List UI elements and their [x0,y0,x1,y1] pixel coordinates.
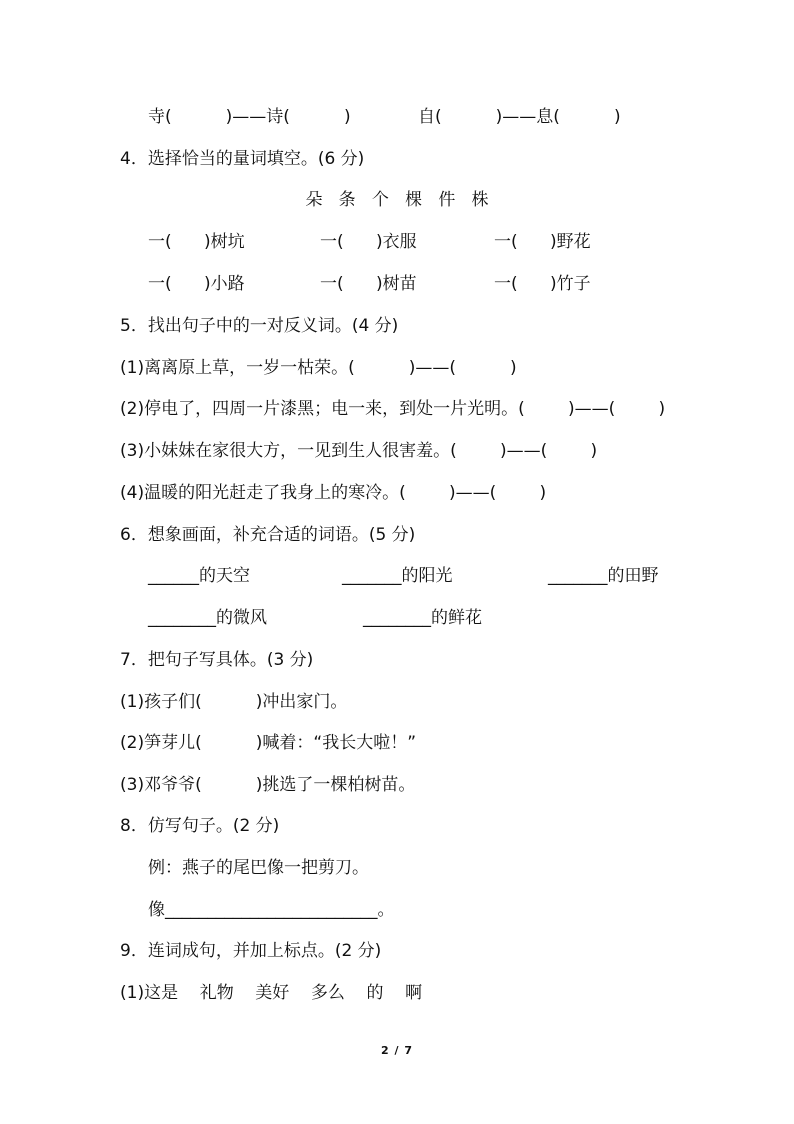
q8-example: 例：燕子的尾巴像一把剪刀。 [148,858,369,878]
q8-answer-line: 像_________________________。 [148,900,395,920]
q4-blank-2: 一( )衣服 [320,232,417,252]
q4-blank-4: 一( )小路 [148,274,245,294]
q9-item-1: (1)这是 礼物 美好 多么 的 啊 [120,983,423,1003]
q6-blank-2: _______的阳光 [342,566,453,586]
q4-blank-3: 一( )野花 [494,232,591,252]
q8-title: 8．仿写句子。(2 分) [120,816,280,836]
q9-title: 9．连词成句，并加上标点。(2 分) [120,941,382,961]
q6-blank-3: _______的田野 [548,566,659,586]
q5-item-4: (4)温暖的阳光赶走了我身上的寒冷。( )——( ) [120,483,547,503]
q5-item-3: (3)小妹妹在家很大方，一见到生人很害羞。( )——( ) [120,441,598,461]
q6-blank-5: ________的鲜花 [363,608,482,628]
q7-item-2: (2)笋芽儿( )喊着：“我长大啦！” [120,733,416,753]
q6-blank-1: ______的天空 [148,566,250,586]
q7-item-1: (1)孩子们( )冲出家门。 [120,692,348,712]
q7-title: 7．把句子写具体。(3 分) [120,650,314,670]
q4-blank-6: 一( )竹子 [494,274,591,294]
q6-blank-4: ________的微风 [148,608,267,628]
q4-title: 4．选择恰当的量词填空。(6 分) [120,149,365,169]
q4-blank-5: 一( )树苗 [320,274,417,294]
q4-blank-1: 一( )树坑 [148,232,245,252]
page-number: 2 / 7 [381,1044,413,1057]
q3-pair-right: 自( )——息( ) [418,107,621,127]
q4-word-bank: 朵 条 个 棵 件 株 [305,190,489,210]
q5-item-1: (1)离离原上草，一岁一枯荣。( )——( ) [120,358,517,378]
q3-pair-left: 寺( )——诗( ) [148,107,351,127]
q5-title: 5．找出句子中的一对反义词。(4 分) [120,316,399,336]
q6-title: 6．想象画面，补充合适的词语。(5 分) [120,525,416,545]
q5-item-2: (2)停电了，四周一片漆黑；电一来，到处一片光明。( )——( ) [120,399,666,419]
q7-item-3: (3)邓爷爷( )挑选了一棵柏树苗。 [120,775,416,795]
